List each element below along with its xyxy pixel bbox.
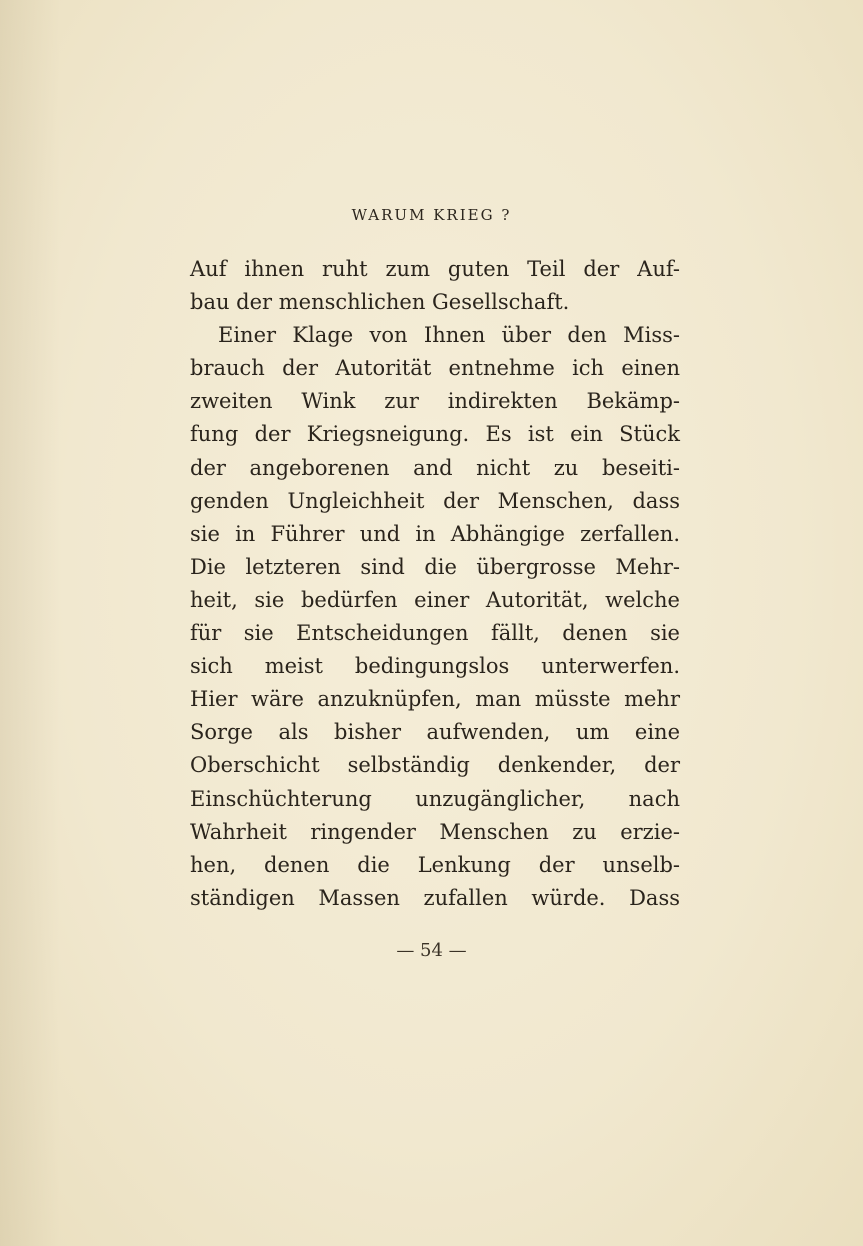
text-line: fung der Kriegsneigung. Es ist ein Stück: [190, 422, 680, 447]
text-line: Die letzteren sind die übergrosse Mehr-: [190, 554, 680, 579]
text-line: Auf ihnen ruht zum guten Teil der Auf-: [190, 257, 680, 281]
text-line: zweiten Wink zur indirekten Bekämp-: [190, 389, 680, 414]
text-line: genden Ungleichheit der Menschen, dass: [190, 488, 680, 513]
text-line: hen, denen die Lenkung der unselb-: [190, 852, 680, 877]
text-line: Wahrheit ringender Menschen zu erzie-: [190, 819, 680, 844]
text-line: sich meist bedingungslos unterwerfen.: [190, 654, 680, 679]
text-line: für sie Entscheidungen fällt, denen sie: [190, 621, 680, 646]
text-line: heit, sie bedürfen einer Autorität, welche: [190, 587, 680, 612]
body-text: [190, 253, 680, 915]
text-line: Einer Klage von Ihnen über den Miss-: [218, 323, 680, 348]
text-line: brauch der Autorität entnehme ich einen: [190, 356, 680, 381]
text-line: ständigen Massen zufallen würde. Dass: [190, 885, 680, 910]
running-head: WARUM KRIEG ?: [351, 206, 512, 224]
text-line: Hier wäre anzuknüpfen, man müsste mehr: [190, 687, 680, 712]
text-line: Sorge als bisher aufwenden, um eine: [190, 720, 680, 745]
page-number: — 54 —: [396, 940, 467, 961]
text-line: Einschüchterung unzugänglicher, nach: [190, 786, 680, 811]
text-line: sie in Führer und in Abhängige zerfallen.: [190, 521, 680, 546]
text-line: der angeborenen and nicht zu beseiti-: [190, 455, 680, 480]
text-line: Oberschicht selbständig denkender, der: [190, 753, 680, 778]
text-line: bau der menschlichen Gesellschaft.: [190, 290, 570, 315]
